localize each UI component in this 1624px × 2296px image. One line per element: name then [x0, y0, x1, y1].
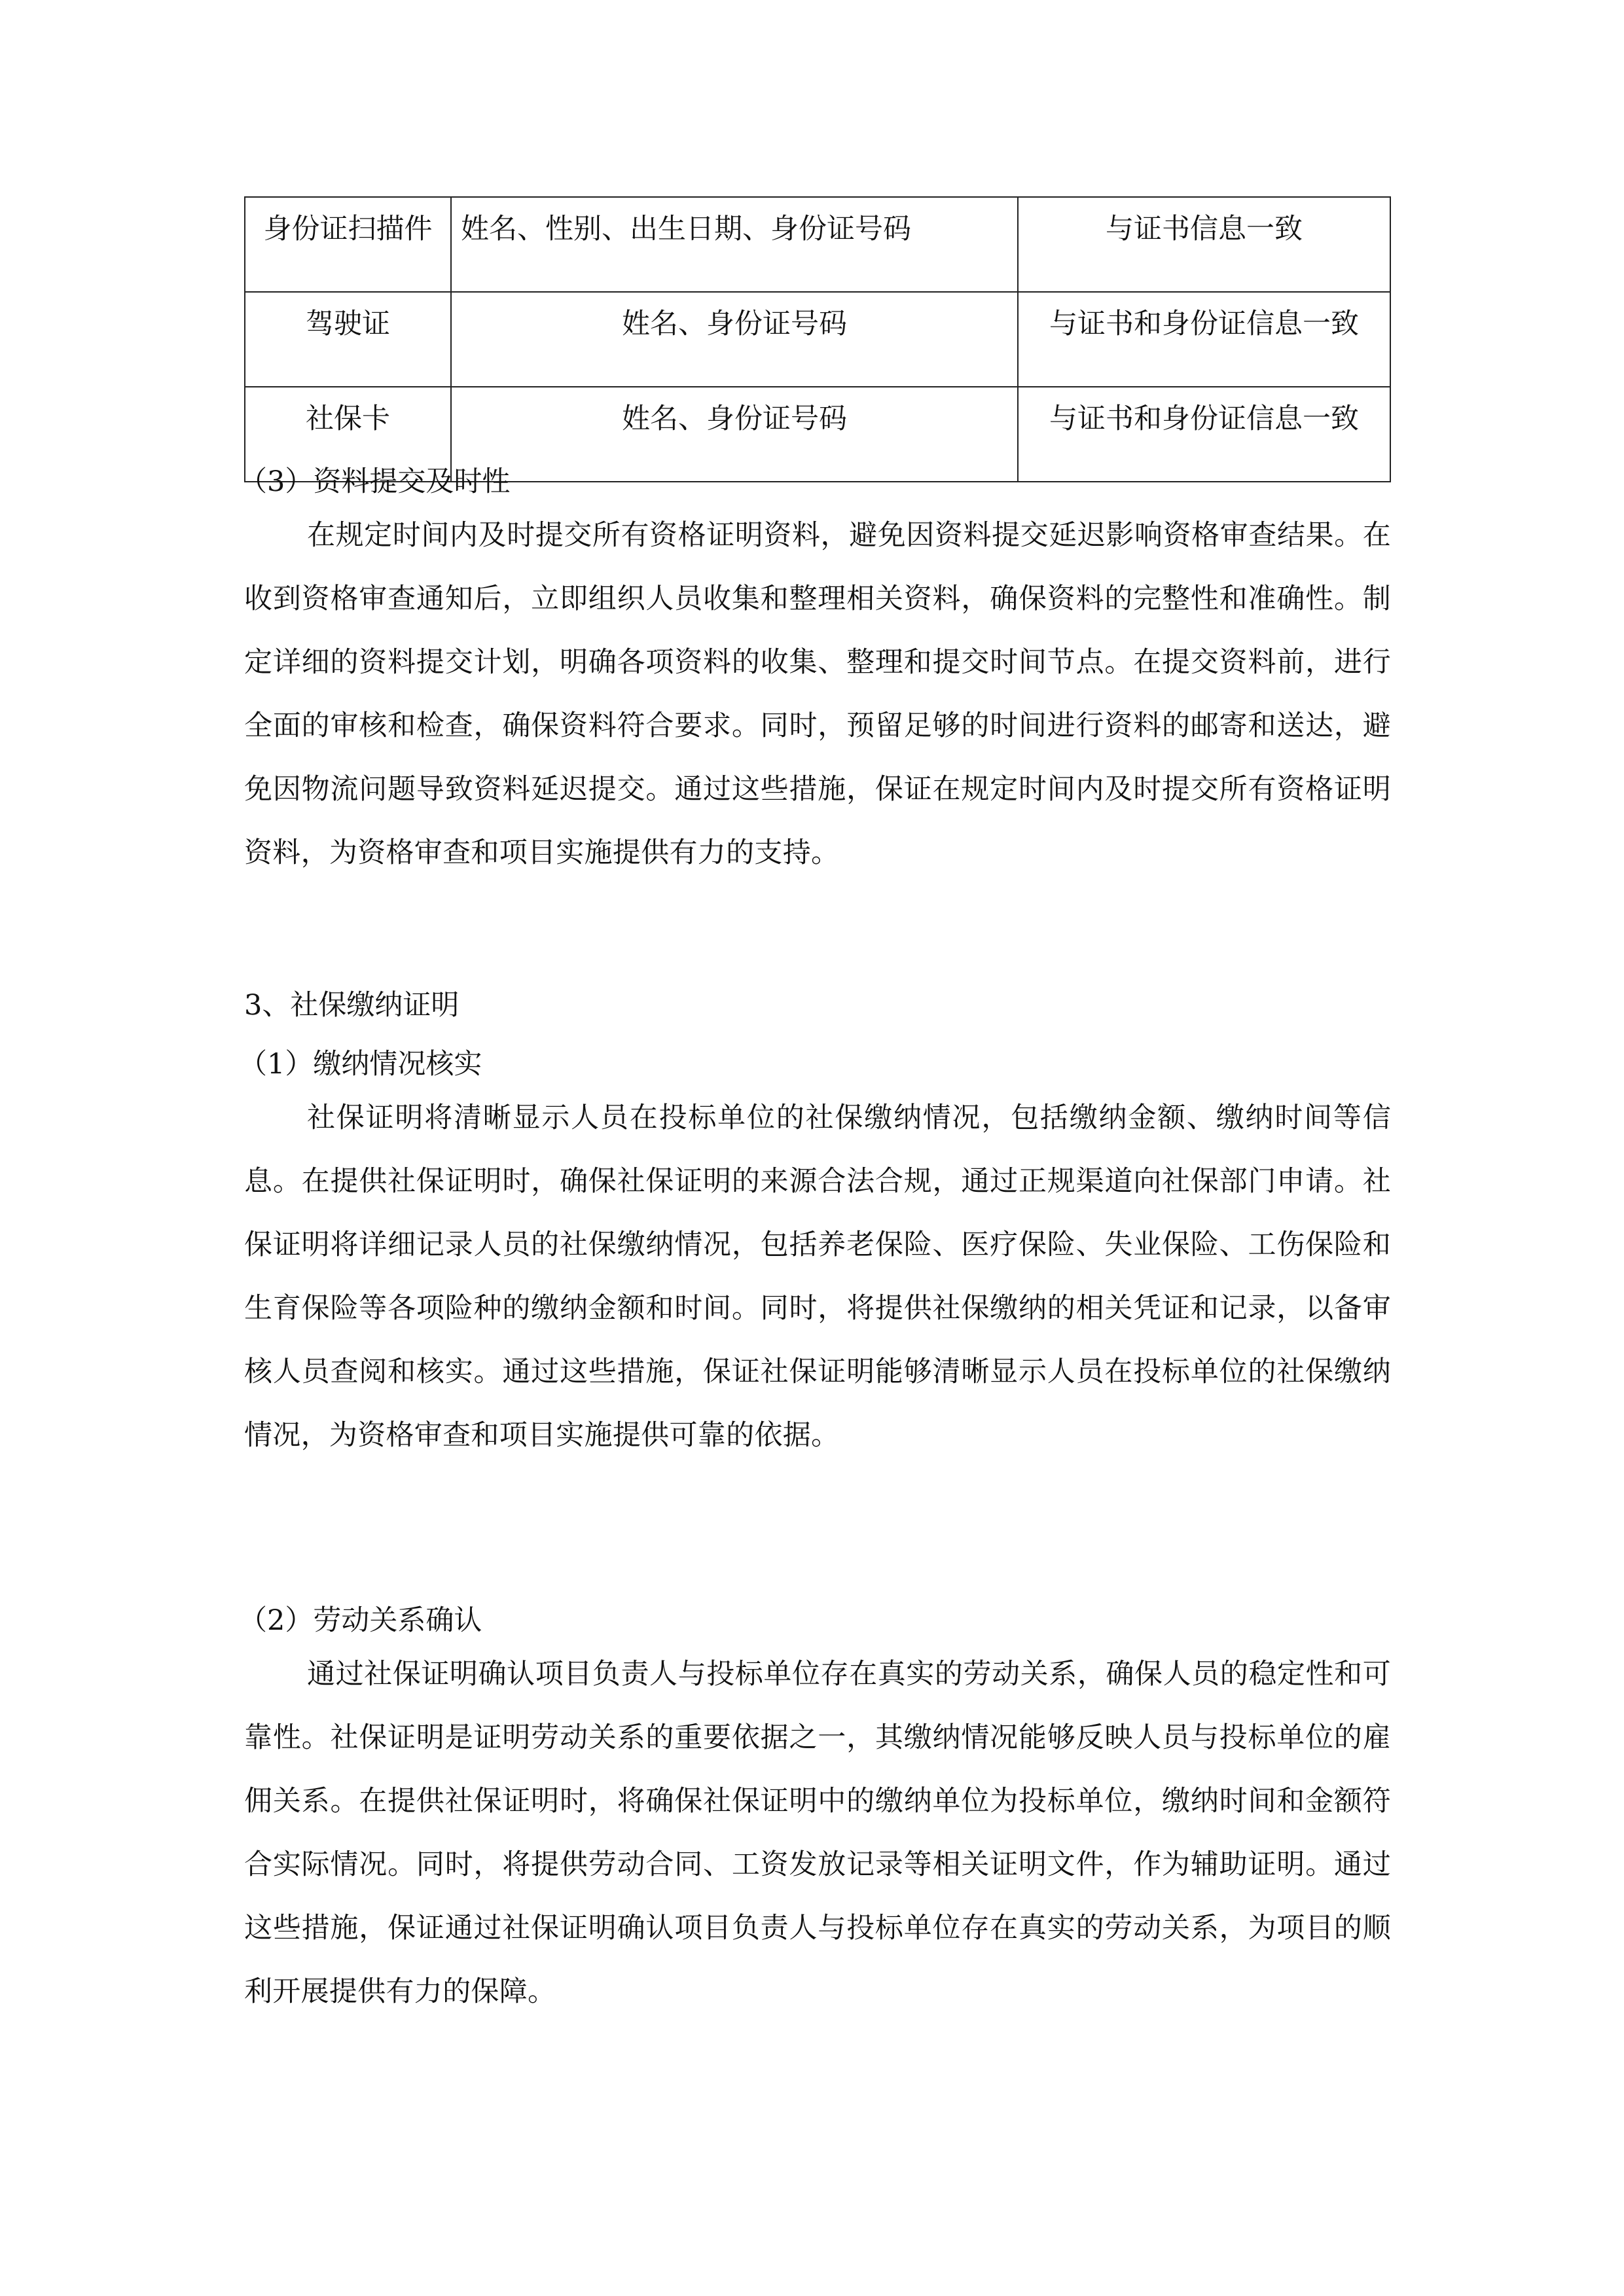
table-cell-document: 社保卡 — [245, 387, 451, 482]
paragraph-submission-timeliness: 在规定时间内及时提交所有资格证明资料，避免因资料提交延迟影响资格审查结果。在收到资格审查通知后，立即组织人员收集和整理相关资料，确保资料的完整性和准确性。制定详细的资料提交计划，明确各项资料的收集、整理和提交时间节点。在提交资料前，进行全面的审核和检查，确保资料符合要求。同时，预留足够的时间进行资料的邮寄和送达，避免因物流问题导致资料延迟提交。通过这些措施，保证在规定时间内及时提交所有资格证明资料，为资格审查和项目实施提供有力的支持。 — [244, 519, 1391, 869]
table-cell-fields: 姓名、性别、出生日期、身份证号码 — [451, 197, 1018, 292]
document-page — [239, 196, 1391, 2008]
paragraph-payment-verification: 社保证明将清晰显示人员在投标单位的社保缴纳情况，包括缴纳金额、缴纳时间等信息。在提供社保证明时，确保社保证明的来源合法合规，通过正规渠道向社保部门申请。社保证明将详细记录人员的社保缴纳情况，包括养老保险、医疗保险、失业保险、工伤保险和生育保险等各项险种的缴纳金额和时间。同时，将提供社保缴纳的相关凭证和记录，以备审核人员查阅和核实。通过这些措施，保证社保证明能够清晰显示人员在投标单位的社保缴纳情况，为资格审查和项目实施提供可靠的依据。 — [244, 1102, 1391, 1452]
table-cell-fields: 姓名、身份证号码 — [451, 387, 1018, 482]
table-cell-requirement: 与证书和身份证信息一致 — [1018, 292, 1390, 387]
paragraph-labor-relationship: 通过社保证明确认项目负责人与投标单位存在真实的劳动关系，确保人员的稳定性和可靠性。社保证明是证明劳动关系的重要依据之一，其缴纳情况能够反映人员与投标单位的雇佣关系。在提供社保证明时，将确保社保证明中的缴纳单位为投标单位，缴纳时间和金额符合实际情况。同时，将提供劳动合同、工资发放记录等相关证明文件，作为辅助证明。通过这些措施，保证通过社保证明确认项目负责人与投标单位存在真实的劳动关系，为项目的顺利开展提供有力的保障。 — [244, 1658, 1391, 2008]
table-cell-document: 身份证扫描件 — [245, 197, 451, 292]
document-verification-table — [244, 196, 1391, 482]
subsection-heading-labor-relationship: （2）劳动关系确认 — [239, 1604, 482, 1637]
table-cell-requirement: 与证书和身份证信息一致 — [1018, 387, 1390, 482]
section-heading-social-insurance: 3、社保缴纳证明 — [244, 989, 460, 1022]
table-row — [245, 197, 1390, 292]
subsection-heading-submission-timeliness: （3）资料提交及时性 — [239, 465, 511, 498]
subsection-heading-payment-verification: （1）缴纳情况核实 — [239, 1048, 482, 1081]
table-cell-requirement: 与证书信息一致 — [1018, 197, 1390, 292]
table-cell-fields: 姓名、身份证号码 — [451, 292, 1018, 387]
table-row — [245, 292, 1390, 387]
table-cell-document: 驾驶证 — [245, 292, 451, 387]
